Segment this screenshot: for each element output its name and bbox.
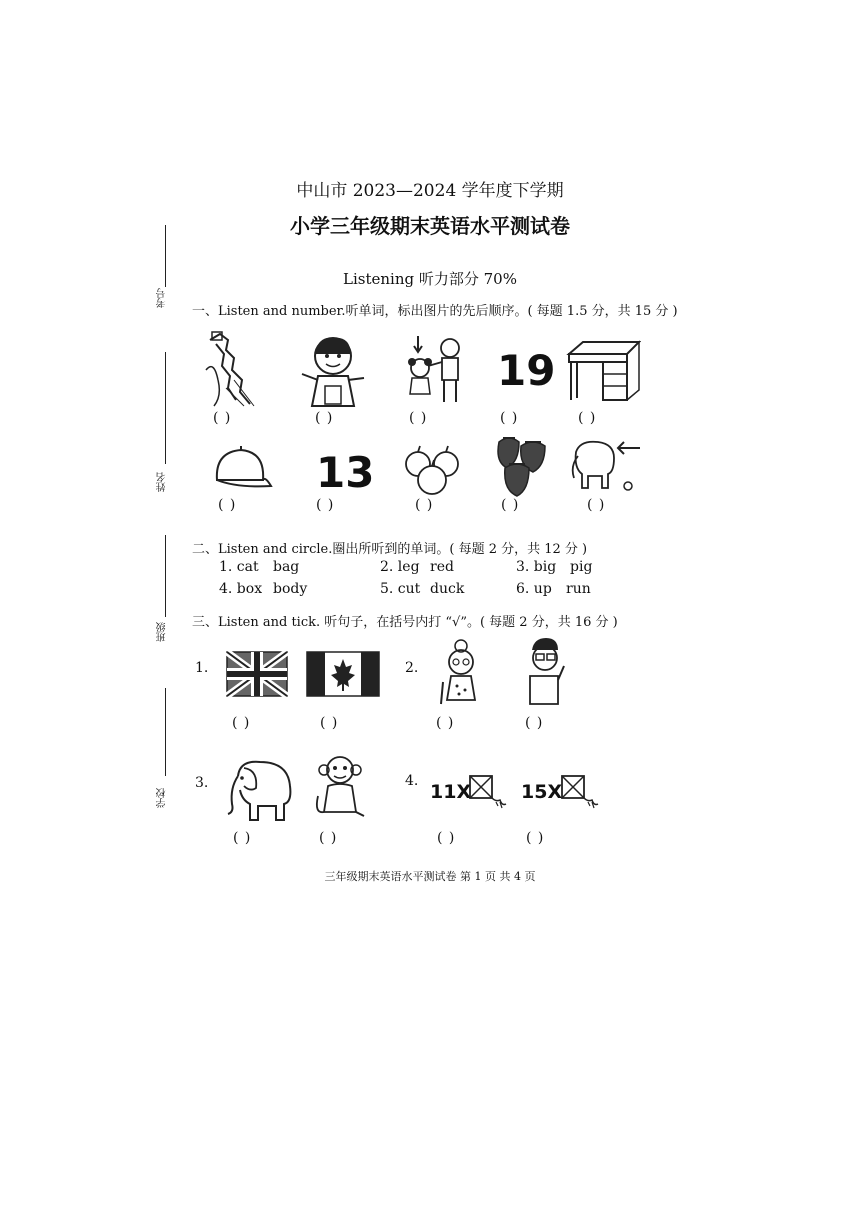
answer-blank[interactable]: ( ) [409, 410, 428, 426]
girl-boy-icon [404, 334, 468, 404]
answer-blank[interactable]: ( ) [525, 715, 544, 731]
grandmother-icon [437, 638, 483, 706]
answer-blank[interactable]: ( ) [526, 830, 545, 846]
word-option[interactable]: 3. big [516, 559, 557, 575]
kite-icon [558, 772, 600, 812]
cap-icon [207, 446, 273, 492]
word-option[interactable]: 6. up [516, 581, 552, 597]
answer-blank[interactable]: ( ) [319, 830, 338, 846]
elephant-icon [224, 756, 296, 822]
answer-blank[interactable]: ( ) [232, 715, 251, 731]
great-wall-icon [204, 330, 260, 408]
number-thirteen: 13 [316, 448, 375, 497]
answer-blank[interactable]: ( ) [578, 410, 597, 426]
answer-blank[interactable]: ( ) [415, 497, 434, 513]
apples-icon [402, 444, 462, 496]
answer-blank[interactable]: ( ) [213, 410, 232, 426]
binding-line [165, 352, 166, 464]
kite-count-fifteen: 15X [521, 781, 563, 803]
question-number: 1. [195, 660, 209, 676]
canada-flag-icon [306, 651, 380, 697]
kite-icon [466, 772, 508, 812]
word-option[interactable]: run [566, 581, 591, 597]
answer-blank[interactable]: ( ) [500, 410, 519, 426]
word-option[interactable]: body [273, 581, 308, 597]
school-label: 学校 [157, 788, 168, 808]
word-option[interactable]: bag [273, 559, 300, 575]
page-footer: 三年级期末英语水平测试卷 第 1 页 共 4 页 [324, 870, 536, 883]
class-label: 班级 [157, 622, 168, 642]
word-option[interactable]: 5. cut [380, 581, 421, 597]
answer-blank[interactable]: ( ) [437, 830, 456, 846]
elephant-arrow-icon [570, 438, 642, 494]
desk-icon [565, 340, 641, 402]
word-option[interactable]: 1. cat [219, 559, 259, 575]
listening-heading: Listening 听力部分 70% [343, 270, 517, 288]
word-option[interactable]: duck [430, 581, 465, 597]
binding-line [165, 535, 166, 617]
question-number: 2. [405, 660, 419, 676]
answer-blank[interactable]: ( ) [501, 497, 520, 513]
answer-blank[interactable]: ( ) [218, 497, 237, 513]
word-option[interactable]: red [430, 559, 454, 575]
uk-flag-icon [226, 651, 288, 697]
grandfather-icon [522, 636, 568, 706]
section3-title: 三、Listen and tick. 听句子，在括号内打 “√”。( 每题 2 分，共 16 分 ) [192, 615, 618, 630]
section1-title: 一、Listen and number.听单词，标出图片的先后顺序。( 每题 1.5 分，共 15 分 ) [192, 304, 678, 319]
answer-blank[interactable]: ( ) [315, 410, 334, 426]
question-number: 3. [195, 775, 209, 791]
answer-blank[interactable]: ( ) [436, 715, 455, 731]
word-option[interactable]: 2. leg [380, 559, 420, 575]
exam-no-label: 考号 [157, 288, 168, 308]
question-number: 4. [405, 773, 419, 789]
section2-title: 二、Listen and circle.圈出所听到的单词。( 每题 2 分，共 12 分 ) [192, 542, 588, 557]
answer-blank[interactable]: ( ) [316, 497, 335, 513]
answer-blank[interactable]: ( ) [320, 715, 339, 731]
monkey-icon [312, 752, 372, 822]
word-option[interactable]: pig [570, 559, 593, 575]
name-label: 姓名 [157, 472, 168, 492]
teacher-icon [298, 334, 368, 408]
strawberries-icon [493, 432, 549, 498]
exam-term-title: 中山市 2023—2024 学年度下学期 [296, 181, 564, 201]
answer-blank[interactable]: ( ) [587, 497, 606, 513]
kite-count-eleven: 11X [430, 781, 472, 803]
answer-blank[interactable]: ( ) [233, 830, 252, 846]
number-nineteen: 19 [497, 346, 556, 395]
word-option[interactable]: 4. box [219, 581, 263, 597]
binding-line [165, 688, 166, 776]
exam-title: 小学三年级期末英语水平测试卷 [290, 214, 570, 238]
